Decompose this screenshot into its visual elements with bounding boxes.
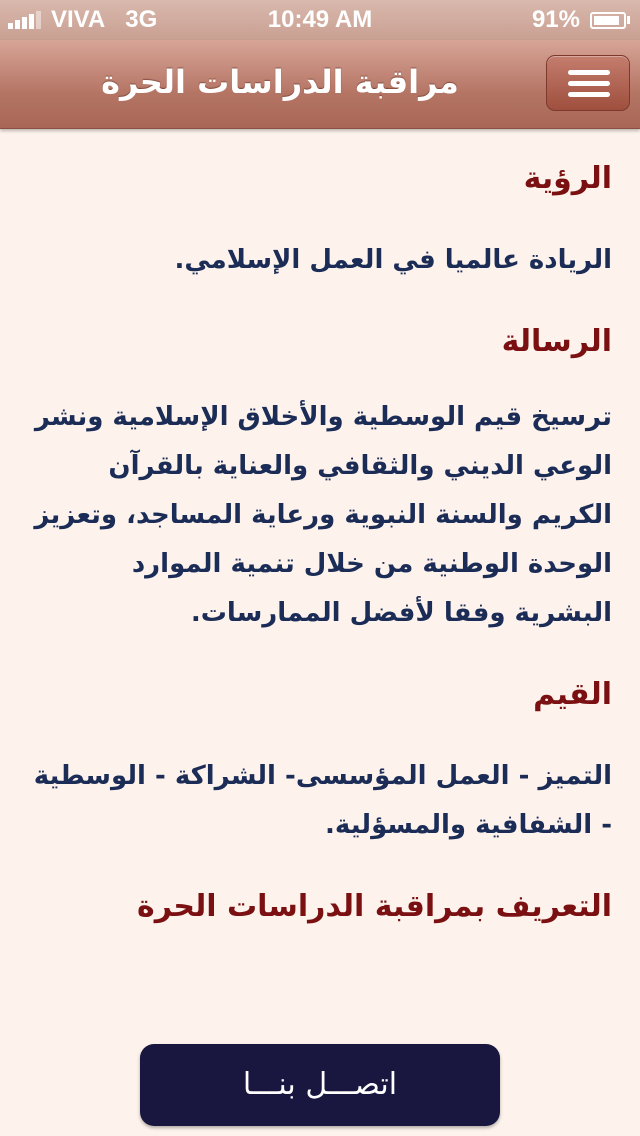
battery-tip <box>627 16 630 24</box>
battery-percent: 91% <box>531 6 580 33</box>
carrier-name: VIVA <box>51 6 106 33</box>
vision-heading: الرؤية <box>523 161 612 196</box>
page-title: مراقبة الدراسات الحرة <box>101 63 459 101</box>
nav-bar <box>0 40 640 129</box>
content <box>28 150 612 936</box>
status-bar <box>0 0 640 40</box>
network-type: 3G <box>125 6 158 33</box>
status-time: 10:49 AM <box>267 6 373 33</box>
contact-us-button[interactable]: اتصـــل بنـــا <box>140 1044 500 1126</box>
vision-body: الريادة عالميا في العمل الإسلامي. <box>174 245 612 275</box>
battery-icon <box>590 12 626 29</box>
about-heading[interactable]: التعريف بمراقبة الدراسات الحرة <box>136 889 612 924</box>
battery-fill <box>594 16 619 25</box>
values-body: التميز - العمل المؤسسى- الشراكة - الوسطية - الشفافية والمسؤلية. <box>33 761 612 840</box>
mission-body: ترسيخ قيم الوسطية والأخلاق الإسلامية ونشر الوعي الديني والثقافي والعناية بالقرآن الكريم والسنة النبوية ورعاية المساجد، وتعزيز الوحدة الوطنية من خلال تنمية الموارد البشرية وفقا لأفضل الممارسات. <box>34 402 612 628</box>
values-heading: القيم <box>533 677 612 712</box>
mission-heading: الرسالة <box>501 324 612 359</box>
menu-button[interactable] <box>546 55 630 111</box>
status-right <box>532 6 630 34</box>
